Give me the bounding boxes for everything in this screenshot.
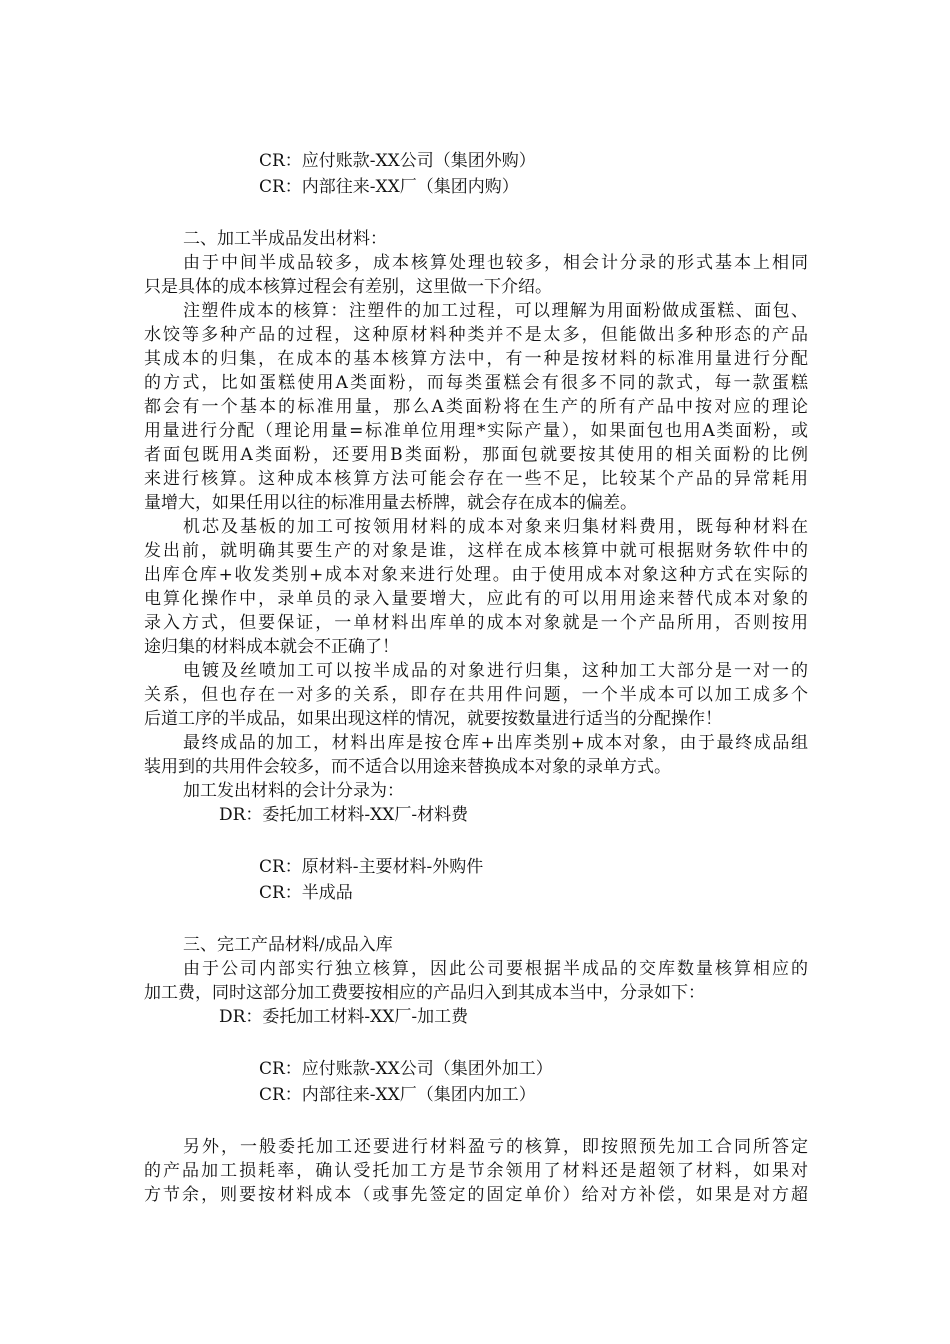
- entry-line: DR：委托加工材料-XX厂-加工费: [219, 1007, 469, 1027]
- paragraph-line: 都会有一个基本的标准用量，那么A类面粉将在生产的所有产品中按对应的理论: [144, 397, 808, 417]
- entry-line: CR：内部往来-XX厂（集团内加工）: [259, 1085, 536, 1105]
- paragraph-line: 录入方式，但要保证，一单材料出库单的成本对象就是一个产品所用，否则按用: [144, 613, 808, 633]
- section-heading: 二、加工半成品发出材料：: [183, 229, 387, 249]
- paragraph-line: 出库仓库+收发类别+成本对象来进行处理。由于使用成本对象这种方式在实际的: [144, 565, 808, 585]
- entry-line: DR：委托加工材料-XX厂-材料费: [219, 805, 469, 825]
- paragraph-line: 水饺等多种产品的过程，这种原材料种类并不是太多，但能做出多种形态的产品: [144, 325, 808, 345]
- entry-line: CR：内部往来-XX厂（集团内购）: [259, 177, 519, 197]
- paragraph-line: 用量进行分配（理论用量=标准单位用理*实际产量），如果面包也用A类面粉，或: [144, 421, 808, 441]
- paragraph-line: 装用到的共用件会较多，而不适合以用途来替换成本对象的录单方式。: [144, 757, 671, 777]
- section-heading: 三、完工产品材料/成品入库: [183, 935, 393, 955]
- paragraph-line: 电镀及丝喷加工可以按半成品的对象进行归集，这种加工大部分是一对一的: [183, 661, 808, 681]
- entry-line: CR：半成品: [259, 883, 353, 903]
- entry-line: CR：应付账款-XX公司（集团外加工）: [259, 1059, 553, 1079]
- paragraph-line: 的产品加工损耗率，确认受托加工方是节余领用了材料还是超领了材料，如果对: [144, 1161, 808, 1181]
- entry-line: CR：应付账款-XX公司（集团外购）: [259, 151, 536, 171]
- paragraph-line: 另外，一般委托加工还要进行材料盈亏的核算，即按照预先加工合同所答定: [183, 1137, 808, 1157]
- paragraph-line: 由于公司内部实行独立核算，因此公司要根据半成品的交库数量核算相应的: [183, 959, 808, 979]
- paragraph-line: 来进行核算。这种成本核算方法可能会存在一些不足，比较某个产品的异常耗用: [144, 469, 808, 489]
- paragraph-line: 途归集的材料成本就会不正确了！: [144, 637, 399, 657]
- paragraph-line: 机芯及基板的加工可按领用材料的成本对象来归集材料费用，既每种材料在: [183, 517, 808, 537]
- paragraph-line: 最终成品的加工，材料出库是按仓库+出库类别+成本对象，由于最终成品组: [183, 733, 808, 753]
- paragraph-line: 者面包既用A类面粉，还要用B类面粉，那面包就要按其使用的相关面粉的比例: [144, 445, 808, 465]
- paragraph-line: 其成本的归集，在成本的基本核算方法中，有一种是按材料的标准用量进行分配: [144, 349, 808, 369]
- paragraph-line: 由于中间半成品较多，成本核算处理也较多，相会计分录的形式基本上相同: [183, 253, 808, 273]
- paragraph-line: 方节余，则要按材料成本（或事先签定的固定单价）给对方补偿，如果是对方超: [144, 1185, 808, 1205]
- paragraph-line: 量增大，如果任用以往的标准用量去桥牌，就会存在成本的偏差。: [144, 493, 637, 513]
- paragraph-line: 加工发出材料的会计分录为：: [183, 781, 404, 801]
- entry-line: CR：原材料-主要材料-外购件: [259, 857, 484, 877]
- paragraph-line: 关系，但也存在一对多的关系，即存在共用件问题，一个半成本可以加工成多个: [144, 685, 808, 705]
- paragraph-line: 的方式，比如蛋糕使用A类面粉，而每类蛋糕会有很多不同的款式，每一款蛋糕: [144, 373, 808, 393]
- paragraph-line: 加工费，同时这部分加工费要按相应的产品归入到其成本当中，分录如下：: [144, 983, 705, 1003]
- paragraph-line: 电算化操作中，录单员的录入量要增大，应此有的可以用用途来替代成本对象的: [144, 589, 808, 609]
- paragraph-line: 发出前，就明确其要生产的对象是谁，这样在成本核算中就可根据财务软件中的: [144, 541, 808, 561]
- paragraph-line: 注塑件成本的核算：注塑件的加工过程，可以理解为用面粉做成蛋糕、面包、: [183, 301, 808, 321]
- paragraph-line: 后道工序的半成品，如果出现这样的情况，就要按数量进行适当的分配操作！: [144, 709, 722, 729]
- paragraph-line: 只是具体的成本核算过程会有差别，这里做一下介绍。: [144, 277, 552, 297]
